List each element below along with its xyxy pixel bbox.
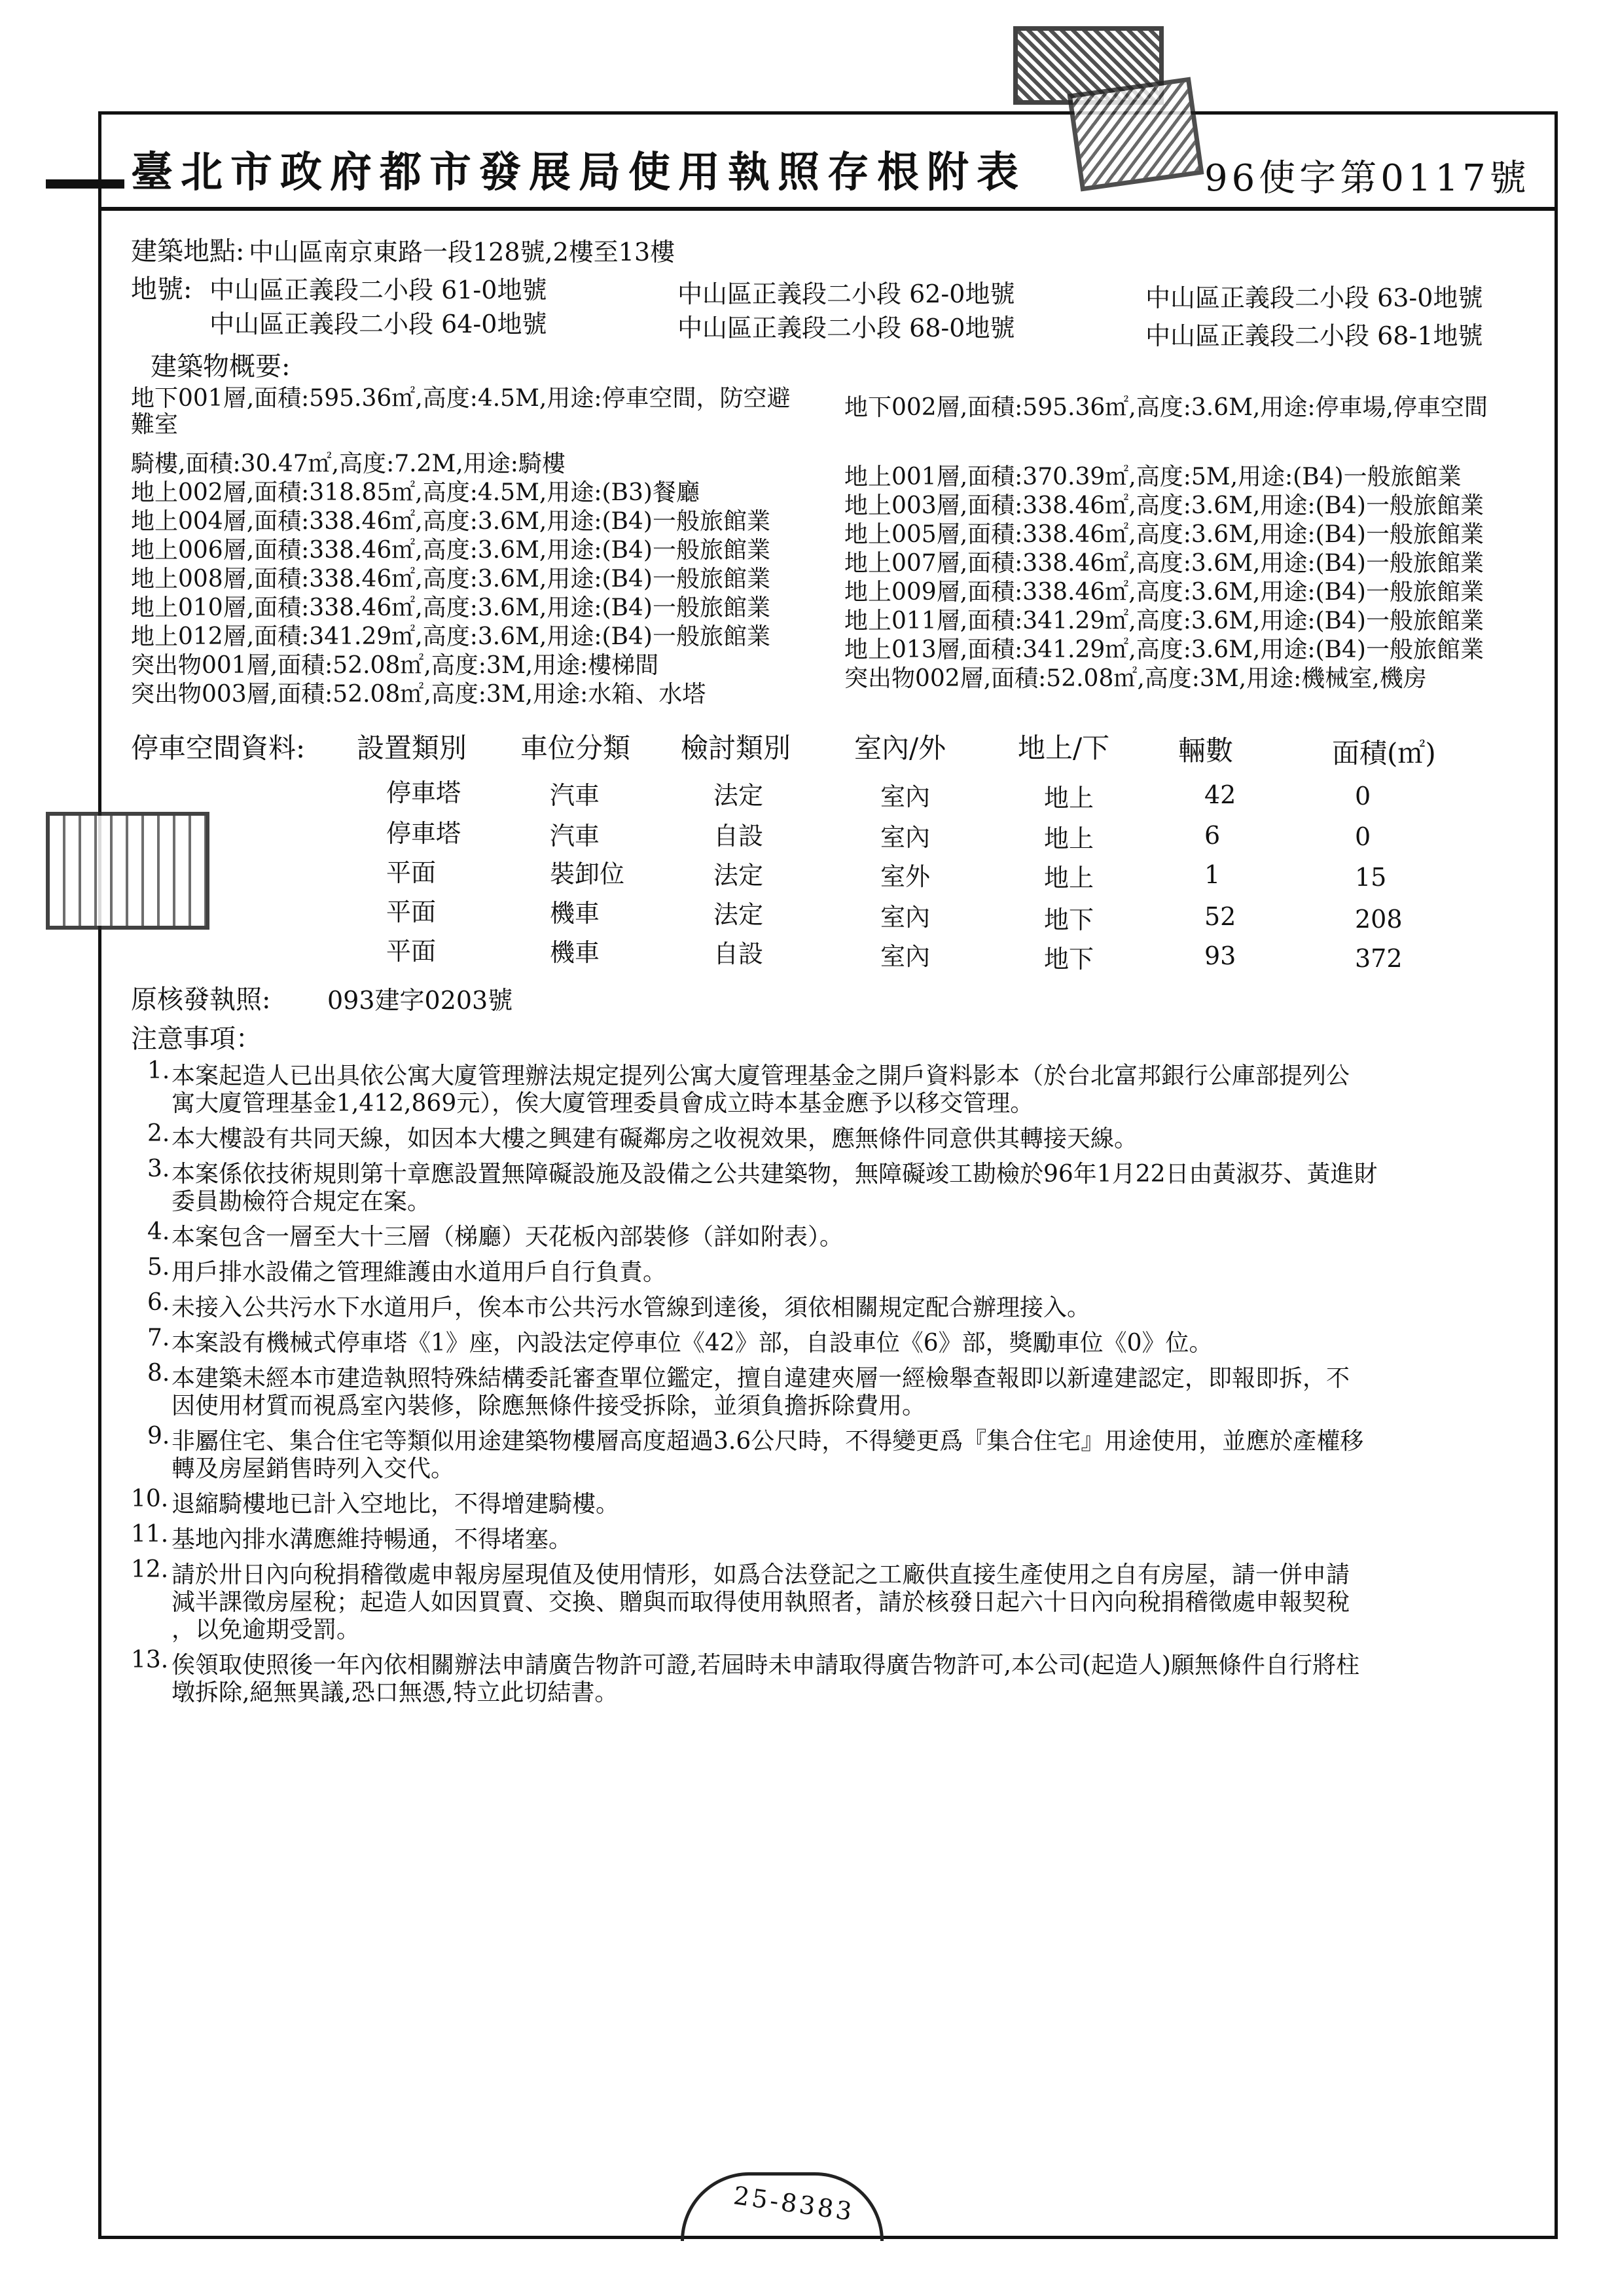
parking-cell: 停車塔 (386, 819, 461, 848)
note-text: 本案設有機械式停車塔《1》座，內設法定停車位《42》部，自設車位《6》部，獎勵車位《0》位。 (171, 1330, 1213, 1357)
note-text: 寓大廈管理基金1,412,869元），俟大廈管理委員會成立時本基金應予以移交管理。 (171, 1090, 1034, 1117)
floor-right: 地上011層,面積:341.29㎡,高度:3.6M,用途:(B4)一般旅館業 (844, 608, 1484, 634)
parking-header: 檢討類別 (681, 732, 791, 764)
floor-right: 地上013層,面積:341.29㎡,高度:3.6M,用途:(B4)一般旅館業 (844, 636, 1484, 663)
note-text: 基地內排水溝應維持暢通，不得堵塞。 (171, 1526, 573, 1553)
note-text: 本建築未經本市建造執照特殊結構委託審查單位鑑定，擅自違建夾層一經檢舉查報即以新違建認定，即報即拆，不 (171, 1365, 1350, 1392)
note-text: 非屬住宅、集合住宅等類似用途建築物樓層高度超過3.6公尺時，不得變更爲『集合住宅』用途使用，並應於產權移 (171, 1428, 1364, 1455)
parking-cell: 機車 (550, 938, 600, 967)
lots-label: 地號: (131, 274, 192, 304)
floor-left: 地上002層,面積:318.85㎡,高度:4.5M,用途:(B3)餐廳 (131, 479, 700, 506)
original-permit-value: 093建字0203號 (327, 986, 513, 1015)
floor-left: 地上008層,面積:338.46㎡,高度:3.6M,用途:(B4)一般旅館業 (131, 566, 770, 592)
note-number: 2. (147, 1120, 170, 1147)
building-overview-label: 建築物概要: (151, 352, 291, 382)
note-text: 本大樓設有共同天線，如因本大樓之興建有礙鄰房之收視效果，應無條件同意供其轉接天線。 (171, 1125, 1138, 1152)
notes-label: 注意事項： (131, 1024, 262, 1054)
parking-header: 面積(㎡) (1332, 737, 1436, 769)
note-number: 5. (147, 1254, 170, 1281)
note-number: 7. (147, 1324, 170, 1351)
parking-cell: 室外 (880, 862, 931, 891)
lot-item: 中山區正義段二小段 61-0地號 (209, 276, 547, 304)
note-text: 墩拆除,絕無異議,恐口無憑,特立此切結書。 (171, 1679, 619, 1706)
note-number: 3. (147, 1156, 170, 1182)
parking-cell: 機車 (550, 899, 600, 928)
parking-cell: 15 (1355, 863, 1387, 892)
title-underline (98, 207, 1558, 211)
floor-left: 突出物003層,面積:52.08㎡,高度:3M,用途:水箱、水塔 (131, 681, 706, 708)
note-text: 本案係依技術規則第十章應設置無障礙設施及設備之公共建築物，無障礙竣工勘檢於96年1月22日由黃淑芬、黃進財 (171, 1161, 1378, 1188)
parking-cell: 自設 (713, 939, 764, 968)
address-value: 中山區南京東路一段128號,2樓至13樓 (249, 238, 675, 266)
parking-cell: 平面 (386, 937, 437, 966)
parking-cell: 地上 (1044, 784, 1094, 812)
parking-cell: 自設 (713, 822, 764, 850)
parking-cell: 平面 (386, 858, 437, 887)
lot-item: 中山區正義段二小段 62-0地號 (677, 280, 1015, 308)
parking-cell: 法定 (713, 781, 764, 810)
parking-cell: 地上 (1044, 824, 1094, 853)
basement-2-line: 地下002層,面積:595.36㎡,高度:3.6M,用途:停車場,停車空間 (844, 394, 1488, 421)
seal-stamp-official (1067, 77, 1204, 192)
parking-cell: 地下 (1044, 945, 1094, 974)
parking-cell: 6 (1204, 821, 1221, 850)
floor-left: 騎樓,面積:30.47㎡,高度:7.2M,用途:騎樓 (131, 450, 566, 477)
seal-stamp-side (46, 812, 209, 930)
parking-cell: 汽車 (550, 781, 600, 810)
note-text: ，以免逾期受罰。 (171, 1616, 361, 1643)
note-number: 13. (131, 1647, 169, 1673)
parking-header: 地上/下 (1018, 732, 1110, 764)
note-number: 10. (131, 1485, 169, 1512)
parking-cell: 1 (1204, 860, 1221, 889)
parking-cell: 0 (1355, 782, 1371, 811)
floor-right: 地上001層,面積:370.39㎡,高度:5M,用途:(B4)一般旅館業 (844, 464, 1462, 490)
basement-1-line: 地下001層,面積:595.36㎡,高度:4.5M,用途:停車空間，防空避 (131, 385, 791, 412)
parking-cell: 室內 (880, 942, 931, 971)
floor-right: 地上005層,面積:338.46㎡,高度:3.6M,用途:(B4)一般旅館業 (844, 521, 1484, 548)
basement-1-line-cont: 難室 (131, 411, 179, 438)
parking-cell: 0 (1355, 822, 1371, 851)
note-number: 6. (147, 1289, 170, 1316)
note-text: 因使用材質而視爲室內裝修，除應無條件接受拆除，並須負擔拆除費用。 (171, 1393, 926, 1419)
note-number: 4. (147, 1218, 170, 1245)
lot-item: 中山區正義段二小段 63-0地號 (1145, 283, 1483, 312)
lot-item: 中山區正義段二小段 68-1地號 (1145, 321, 1483, 350)
parking-cell: 平面 (386, 898, 437, 926)
note-number: 9. (147, 1423, 170, 1449)
parking-cell: 地下 (1044, 905, 1094, 934)
note-text: 轉及房屋銷售時列入交代。 (171, 1455, 455, 1482)
address-label: 建築地點: (131, 236, 245, 266)
parking-cell: 裝卸位 (550, 860, 625, 888)
parking-cell: 停車塔 (386, 778, 461, 807)
floor-left: 地上012層,面積:341.29㎡,高度:3.6M,用途:(B4)一般旅館業 (131, 623, 770, 650)
parking-cell: 室內 (880, 823, 931, 852)
lot-item: 中山區正義段二小段 68-0地號 (677, 314, 1015, 342)
parking-cell: 汽車 (550, 822, 600, 850)
permit-number: 96使字第0117號 (1204, 157, 1530, 200)
note-number: 8. (147, 1360, 170, 1387)
original-permit-label: 原核發執照: (131, 985, 271, 1015)
scan-mark (46, 179, 124, 189)
note-text: 退縮騎樓地已計入空地比，不得增建騎樓。 (171, 1491, 620, 1518)
floor-right: 突出物002層,面積:52.08㎡,高度:3M,用途:機械室,機房 (844, 665, 1427, 692)
parking-cell: 208 (1355, 905, 1403, 934)
parking-cell: 法定 (713, 861, 764, 890)
floor-right: 地上003層,面積:338.46㎡,高度:3.6M,用途:(B4)一般旅館業 (844, 492, 1484, 519)
parking-cell: 52 (1204, 902, 1236, 931)
parking-cell: 室內 (880, 903, 931, 932)
parking-cell: 42 (1204, 780, 1236, 809)
lot-item: 中山區正義段二小段 64-0地號 (209, 310, 547, 338)
note-number: 11. (131, 1521, 169, 1548)
note-number: 12. (131, 1556, 169, 1583)
parking-label: 停車空間資料: (131, 732, 306, 764)
note-text: 俟領取使照後一年內依相關辦法申請廣告物許可證,若屆時未申請取得廣告物許可,本公司(起造人)願無條件自行將柱 (171, 1652, 1359, 1679)
parking-header: 輛數 (1178, 735, 1234, 767)
parking-cell: 93 (1204, 941, 1236, 970)
floor-right: 地上009層,面積:338.46㎡,高度:3.6M,用途:(B4)一般旅館業 (844, 579, 1484, 606)
parking-header: 室內/外 (854, 732, 946, 764)
parking-cell: 372 (1355, 944, 1403, 973)
floor-left: 地上010層,面積:338.46㎡,高度:3.6M,用途:(B4)一般旅館業 (131, 594, 770, 621)
floor-left: 地上004層,面積:338.46㎡,高度:3.6M,用途:(B4)一般旅館業 (131, 508, 770, 535)
note-text: 本案起造人已出具依公寓大廈管理辦法規定提列公寓大廈管理基金之開戶資料影本（於台北富邦銀行公庫部提列公 (171, 1063, 1350, 1089)
document-title: 臺北市政府都市發展局使用執照存根附表 (131, 148, 1026, 197)
bottom-seal-number: 25-8383 (731, 2181, 857, 2227)
note-number: 1. (147, 1057, 170, 1084)
floor-right: 地上007層,面積:338.46㎡,高度:3.6M,用途:(B4)一般旅館業 (844, 550, 1484, 577)
parking-header: 設置類別 (357, 732, 467, 764)
note-text: 未接入公共污水下水道用戶，俟本市公共污水管線到達後，須依相關規定配合辦理接入。 (171, 1294, 1091, 1321)
parking-header: 車位分類 (520, 732, 631, 764)
parking-cell: 地上 (1044, 864, 1094, 892)
parking-cell: 法定 (713, 900, 764, 929)
note-text: 請於卅日內向稅捐稽徵處申報房屋現值及使用情形，如爲合法登記之工廠供直接生產使用之自有房屋，請一併申請 (171, 1561, 1350, 1588)
floor-left: 突出物001層,面積:52.08㎡,高度:3M,用途:樓梯間 (131, 652, 659, 679)
note-text: 本案包含一層至大十三層（梯廳）天花板內部裝修（詳如附表）。 (171, 1224, 844, 1250)
note-text: 減半課徵房屋稅；起造人如因買賣、交換、贈與而取得使用執照者，請於核發日起六十日內向稅捐稽徵處申報契稅 (171, 1589, 1350, 1616)
floor-left: 地上006層,面積:338.46㎡,高度:3.6M,用途:(B4)一般旅館業 (131, 537, 770, 564)
parking-cell: 室內 (880, 782, 931, 811)
note-text: 委員勘檢符合規定在案。 (171, 1188, 431, 1215)
note-text: 用戶排水設備之管理維護由水道用戶自行負責。 (171, 1259, 667, 1286)
